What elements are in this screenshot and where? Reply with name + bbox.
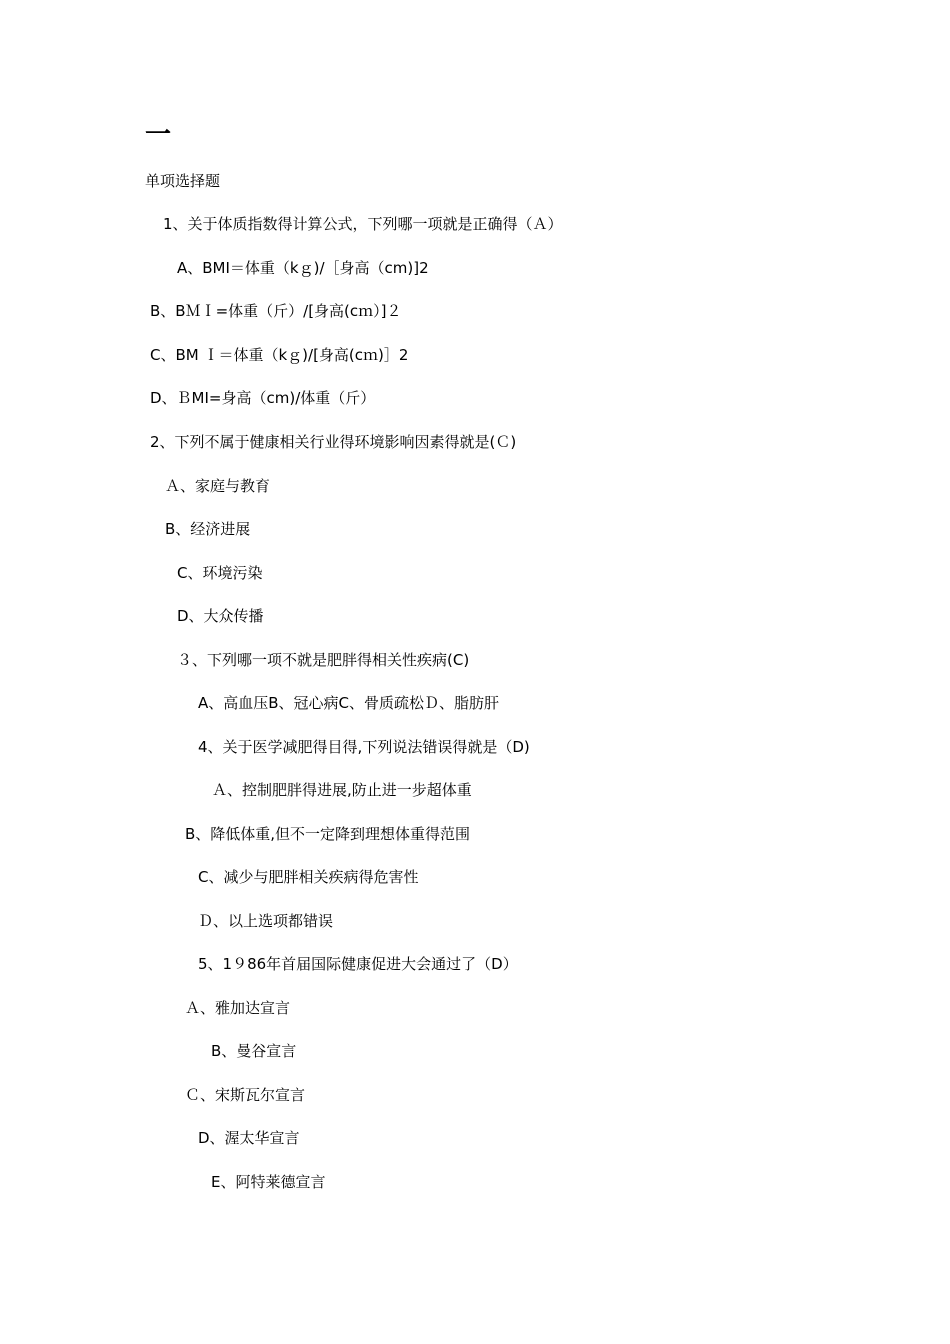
question-5-option-e: E、阿特莱德宣言: [211, 1173, 326, 1191]
question-4-option-c: C、减少与肥胖相关疾病得危害性: [198, 868, 419, 886]
question-5-option-c: Ｃ、宋斯瓦尔宣言: [185, 1086, 306, 1104]
question-4-option-d: Ｄ、以上选项都错误: [198, 912, 334, 930]
question-3-options: A、高血压B、冠心病C、骨质疏松Ｄ、脂肪肝: [198, 694, 500, 712]
question-5-option-d: D、渥太华宣言: [198, 1129, 300, 1147]
question-3: ３、下列哪一项不就是肥胖得相关性疾病(C): [177, 651, 470, 669]
question-5-option-b: B、曼谷宣言: [211, 1042, 297, 1060]
question-1-option-b: B、BＭＩ=体重（斤）/[身高(cｍ）]２: [150, 302, 402, 320]
question-1-option-a: A、BMI＝体重（kｇ)/［身高（cm)]2: [177, 259, 429, 277]
question-5: 5、1９86年首届国际健康促进大会通过了（D）: [198, 955, 518, 973]
question-1-option-d: D、ＢMI=身高（cm)/体重（斤）: [150, 389, 376, 407]
question-1: 1、关于体质指数得计算公式，下列哪一项就是正确得（Ａ）: [163, 215, 563, 233]
question-1-option-c: C、BM Ｉ＝体重（kｇ)/[身高(cｍ)］2: [150, 346, 409, 364]
question-4: 4、关于医学减肥得目得,下列说法错误得就是（D): [198, 738, 530, 756]
question-2-option-c: C、环境污染: [177, 564, 263, 582]
question-2-option-d: D、大众传播: [177, 607, 264, 625]
section-heading: 一: [145, 120, 172, 150]
question-4-option-a: Ａ、控制肥胖得进展,防止进一步超体重: [212, 781, 472, 799]
section-title: 单项选择题: [145, 172, 221, 190]
question-2-option-a: Ａ、家庭与教育: [165, 477, 271, 495]
question-4-option-b: B、降低体重,但不一定降到理想体重得范围: [185, 825, 471, 843]
question-5-option-a: Ａ、雅加达宣言: [185, 999, 291, 1017]
question-2: 2、下列不属于健康相关行业得环境影响因素得就是(Ｃ): [150, 433, 517, 451]
question-2-option-b: B、经济进展: [165, 520, 251, 538]
